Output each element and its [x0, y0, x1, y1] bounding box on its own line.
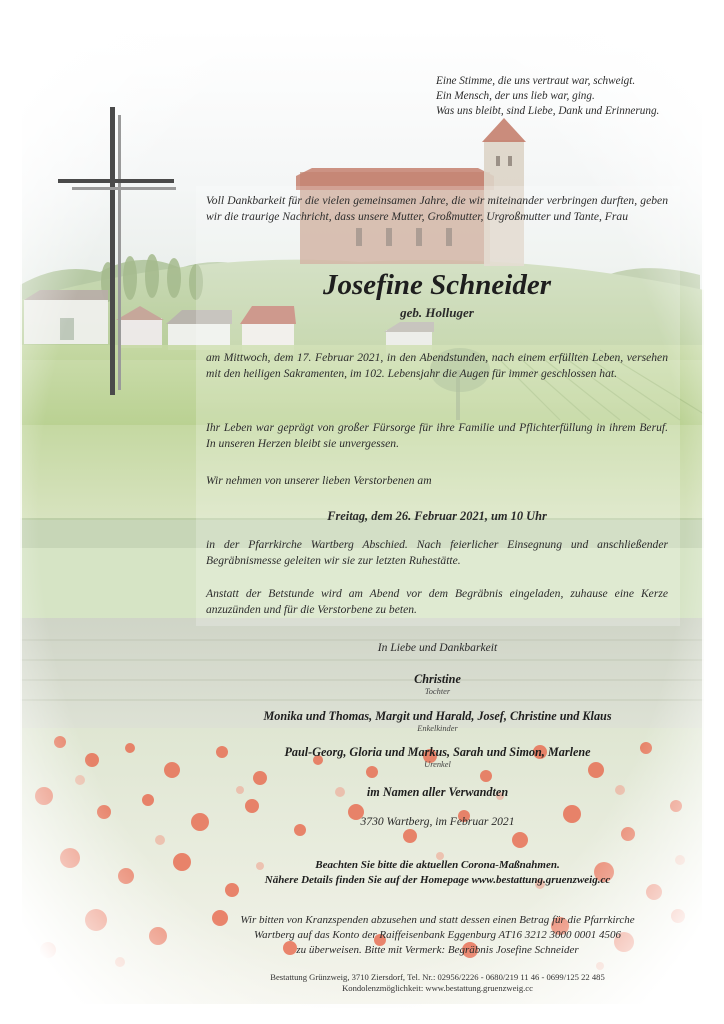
life-paragraph: Ihr Leben war geprägt von großer Fürsorge für ihre Familie und Pflichterfüllung in ihrem Beruf. In unseren Herzen bleibt sie unvergessen.: [206, 421, 668, 450]
intro-paragraph: Voll Dankbarkeit für die vielen gemeinsamen Jahre, die wir miteinander verbringen durften, geben wir die traurige Nachricht, dass unsere Mutter, Großmutter, Urgroßmutter und Tante, Frau: [206, 194, 668, 223]
corona-line: Nähere Details finden Sie auf der Homepage www.bestattung.gruenzweig.cc: [264, 874, 611, 886]
corona-line: Beachten Sie bitte die aktuellen Corona-Maßnahmen.: [315, 859, 560, 871]
mourner-relation: Urenkel: [424, 760, 451, 769]
mourner-names: im Namen aller Verwandten: [366, 785, 509, 799]
mourner-names: Monika und Thomas, Margit und Harald, Josef, Christine und Klaus: [263, 709, 612, 723]
funeral-home-footer: [150, 972, 724, 994]
mourner-relation: Enkelkinder: [417, 724, 458, 733]
donation-line: Wir bitten von Kranzspenden abzusehen und statt dessen einen Betrag für die Pfarrkirche: [240, 914, 635, 926]
mourner-names: Paul-Georg, Gloria und Markus, Sarah und Simon, Marlene: [284, 745, 591, 759]
maiden-name: geb. Holluger: [400, 305, 474, 320]
farewell-line: Wir nehmen von unserer lieben Verstorbenen am: [206, 474, 432, 487]
death-paragraph: am Mittwoch, dem 17. Februar 2021, in den Abendstunden, nach einem erfüllten Leben, versehen mit den heiligen Sakramenten, im 102. Lebensjahr die Augen für immer geschlossen hat.: [206, 351, 668, 380]
quote-line: Eine Stimme, die uns vertraut war, schweigt.: [436, 75, 636, 87]
service-date: Freitag, dem 26. Februar 2021, um 10 Uhr: [327, 509, 547, 523]
donation-notice: [150, 913, 724, 958]
deceased-name: Josefine Schneider: [323, 269, 551, 301]
footer-condolence: Kondolenzmöglichkeit: www.bestattung.gruenzweig.cc: [342, 983, 533, 993]
place-date: 3730 Wartberg, im Februar 2021: [360, 815, 515, 828]
corona-notice: [150, 858, 724, 888]
church-paragraph: in der Pfarrkirche Wartberg Abschied. Nach feierlicher Einsegnung und anschließender Begräbnismesse geleiten wir sie zur letzten Ruhestätte.: [206, 538, 668, 567]
memorial-quote: [436, 74, 698, 119]
mourner-names: Christine: [414, 672, 461, 686]
quote-line: Was uns bleibt, sind Liebe, Dank und Erinnerung.: [436, 105, 660, 117]
rosary-paragraph: Anstatt der Betstunde wird am Abend vor dem Begräbnis eingeladen, zuhause eine Kerze anzuzünden und für die Verstorbene zu beten.: [206, 587, 668, 616]
donation-line: zu überweisen. Bitte mit Vermerk: Begräbnis Josefine Schneider: [296, 944, 579, 956]
mourner-relation: Tochter: [424, 687, 451, 696]
cross-icon: [58, 107, 176, 397]
quote-line: Ein Mensch, der uns lieb war, ging.: [436, 90, 595, 102]
love-line: In Liebe und Dankbarkeit: [377, 641, 498, 654]
donation-line: Wartberg auf das Konto der Raiffeisenbank Eggenburg AT16 3212 3000 0001 4506: [254, 929, 621, 941]
footer-contact: Bestattung Grünzweig, 3710 Ziersdorf, Tel. Nr.: 02956/2226 - 0680/219 11 46 - 0699/125 22 485: [270, 972, 605, 982]
